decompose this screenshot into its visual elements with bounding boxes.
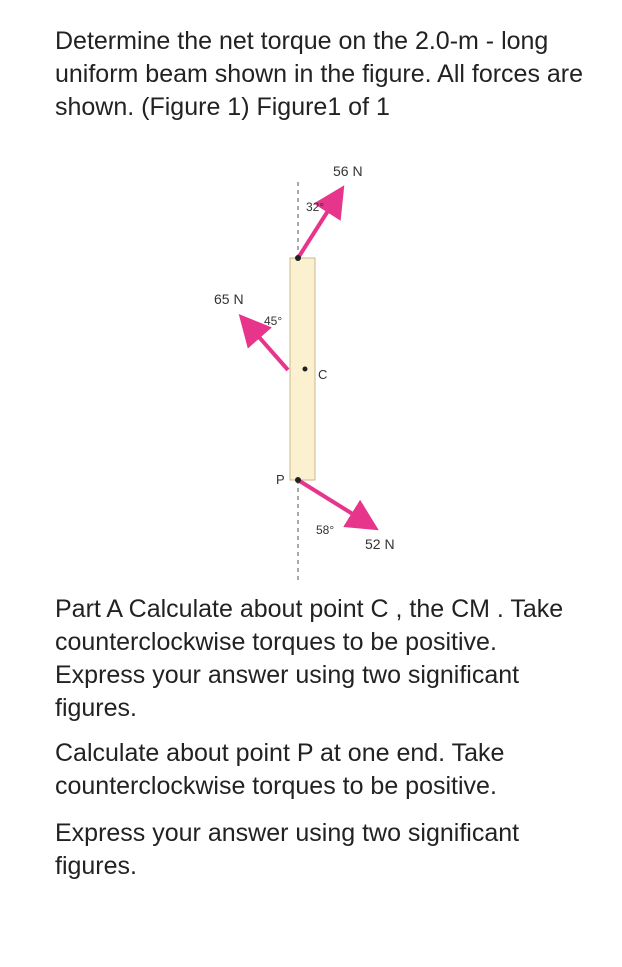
force-top-label: 56 N bbox=[333, 163, 363, 179]
angle-left-label: 45° bbox=[264, 314, 283, 328]
force-point-bottom bbox=[295, 477, 301, 483]
part-c-text: Express your answer using two significant figures. bbox=[55, 819, 520, 880]
force-arrow-bottom bbox=[298, 480, 372, 526]
force-point-top bbox=[295, 255, 301, 261]
force-bottom-label: 52 N bbox=[365, 536, 395, 552]
part-a-text: Part A Calculate about point C , the CM . Take counterclockwise torques to be positive. Express your answer using two significant figures. bbox=[55, 595, 564, 722]
angle-top-label: 32° bbox=[306, 200, 325, 214]
force-left-label: 65 N bbox=[214, 291, 244, 307]
center-point bbox=[303, 367, 308, 372]
angle-bottom-label: 58° bbox=[316, 523, 335, 537]
end-point-label: P bbox=[276, 472, 285, 487]
question-text: Determine the net torque on the 2.0-m - long uniform beam shown in the figure. All forces are shown. (Figure 1) Figure1 of 1 bbox=[55, 27, 584, 121]
part-b-text: Calculate about point P at one end. Take counterclockwise torques to be positive. bbox=[55, 739, 505, 800]
center-label: C bbox=[318, 367, 328, 382]
